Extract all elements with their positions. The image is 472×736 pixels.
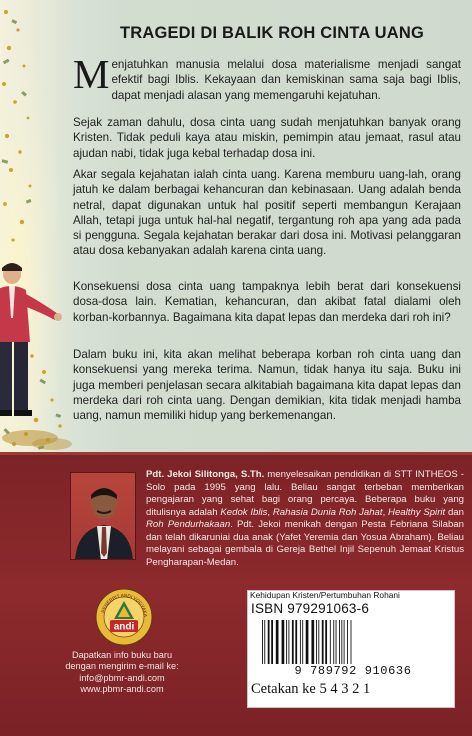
publisher-contact (58, 650, 186, 696)
barcode-bar (264, 620, 265, 664)
barcode-icon (260, 620, 432, 664)
barcode-bar (262, 620, 263, 664)
barcode-bar (316, 620, 317, 664)
barcode-bar (325, 620, 327, 664)
author-bio-part: menyelesaikan pendidikan di STT INTHEOS - Solo pada 1995 yang lalu. Beliau sangat terbeban memberikan pengajaran yang sehat bagi orang percaya. Beberapa buku yang ditulisnya adalah (146, 469, 464, 518)
barcode-bar (306, 620, 309, 664)
author-bio (146, 469, 464, 569)
book-title: Rahasia Dunia Roh Jahat (272, 506, 383, 518)
logo-ring-text: PENERBIT ANDI YOGYAKA (100, 592, 149, 618)
contact-line: Dapatkan info buku baru (71, 650, 173, 660)
paragraph-history: Sejak zaman dahulu, dosa cinta uang sudah menjatuhkan banyak orang Kristen. Tidak peduli kaya atau miskin, pemimpin atau jemaat, rasul atau ajudan nabi, tidak juga kebal terhadap dosa ini. (73, 116, 461, 160)
barcode-bar (302, 620, 303, 664)
contact-line: dengan mengirim e-mail ke: (65, 661, 179, 672)
logo-text: andi (113, 621, 135, 633)
separator: dan (445, 506, 464, 518)
barcode-number: 9 789792 910636 (294, 664, 412, 678)
barcode-bar (351, 620, 352, 664)
barcode-bar (311, 620, 314, 664)
barcode-bar (336, 620, 337, 664)
barcode-bar (288, 620, 289, 664)
paragraph-consequences: Konsekuensi dosa cinta uang tampaknya lebih berat dari konsekuensi dosa-dosa lain. Kematian, kehancuran, dan akibat fatal dialami oleh korban-korbannya. Bagaimana kita dapat lepas dan merdeka dari roh ini? (73, 280, 461, 324)
andi-logo-icon (95, 588, 153, 646)
isbn-label: ISBN 979291063-6 (251, 601, 370, 616)
author-name: Pdt. Jekoi Silitonga, S.Th. (146, 469, 265, 480)
barcode-bar (268, 620, 270, 664)
paragraph-root-of-evil: Akar segala kejahatan ialah cinta uang. Karena memburu uang-lah, orang jatuh ke dalam berbagai kehancuran dan kebinasaan. Uang adalah benda netral, dapat digunakan untuk hal positif seperti membangun Kerajaan Allah, tetapi juga untuk hal-hal negatif, tergantung roh apa yang ada pada si pengguna. Segala kejahatan berakar dari dosa ini. Motivasi pelanggaran atau dosa kebanyakan adalah karena cinta uang. (73, 168, 461, 258)
barcode-bar (339, 620, 340, 664)
drop-cap: M (73, 51, 110, 97)
barcode-bar (300, 620, 301, 664)
barcode-bar (286, 620, 287, 664)
author-portrait-icon (71, 473, 136, 560)
author-photo (70, 472, 136, 560)
barcode-bar (333, 620, 334, 664)
author-bio-part: . Pdt. Jekoi menikah dengan Pesta Febriana Silaban dan telah dikaruniai dua anak (Yafet Yeremia dan Yosua Abraham). Beliau melayani sebagai gembala di Gereja Bethel Injil Sepenuh Jemaat Kristus Pengharapan-Medan. (146, 519, 464, 568)
barcode-bar (271, 620, 273, 664)
falling-money-illustration (0, 0, 80, 452)
barcode-bar (292, 620, 294, 664)
barcode-bar (318, 620, 319, 664)
barcode-bar (276, 620, 279, 664)
barcode-bar (347, 620, 348, 664)
barcode-bar (282, 620, 285, 664)
contact-website[interactable]: www.pbmr-andi.com (80, 684, 164, 695)
paragraph-intro (73, 51, 461, 103)
edition-label: Cetakan ke 5 4 3 2 1 (251, 681, 371, 697)
book-title: Roh Pendurhakaan (146, 519, 231, 530)
barcode-bar (322, 620, 324, 664)
barcode-bar (330, 620, 331, 664)
book-title: Healthy Spirit (388, 506, 446, 518)
separator: , (267, 506, 273, 518)
cover-title: TRAGEDI DI BALIK ROH CINTA UANG (119, 24, 425, 42)
barcode-bar (344, 620, 345, 664)
book-title: Kedok Iblis (220, 506, 268, 518)
book-category: Kehidupan Kristen/Pertumbuhan Rohani (250, 590, 400, 600)
separator: , (382, 506, 389, 518)
money-rain-icon (0, 0, 80, 452)
barcode-bar (295, 620, 297, 664)
paragraph-book-summary: Dalam buku ini, kita akan melihat beberapa korban roh cinta uang dan konsekuensi yang mereka terima. Namun, tidak hanya itu saja. Buku ini juga memberi penjelasan secara alkitabiah bagaimana kita dapat lepas dan merdeka dari roh cinta uang. Dengan demikian, kita tidak menjadi hamba uang, namun memiliki hidup yang berkemenangan. (73, 348, 461, 423)
paragraph-intro-text: enjatuhkan manusia melalui dosa materialisme menjadi sangat efektif bagi Iblis. Kekayaan dan kemiskinan sama saja bagi Iblis, dapat menjadi alasan yang memengaruhi kejatuhan. (111, 58, 461, 102)
publisher-logo (95, 588, 153, 646)
section-divider (0, 452, 472, 455)
barcode-bar (341, 620, 342, 664)
contact-email[interactable]: info@pbmr-andi.com (79, 672, 165, 683)
